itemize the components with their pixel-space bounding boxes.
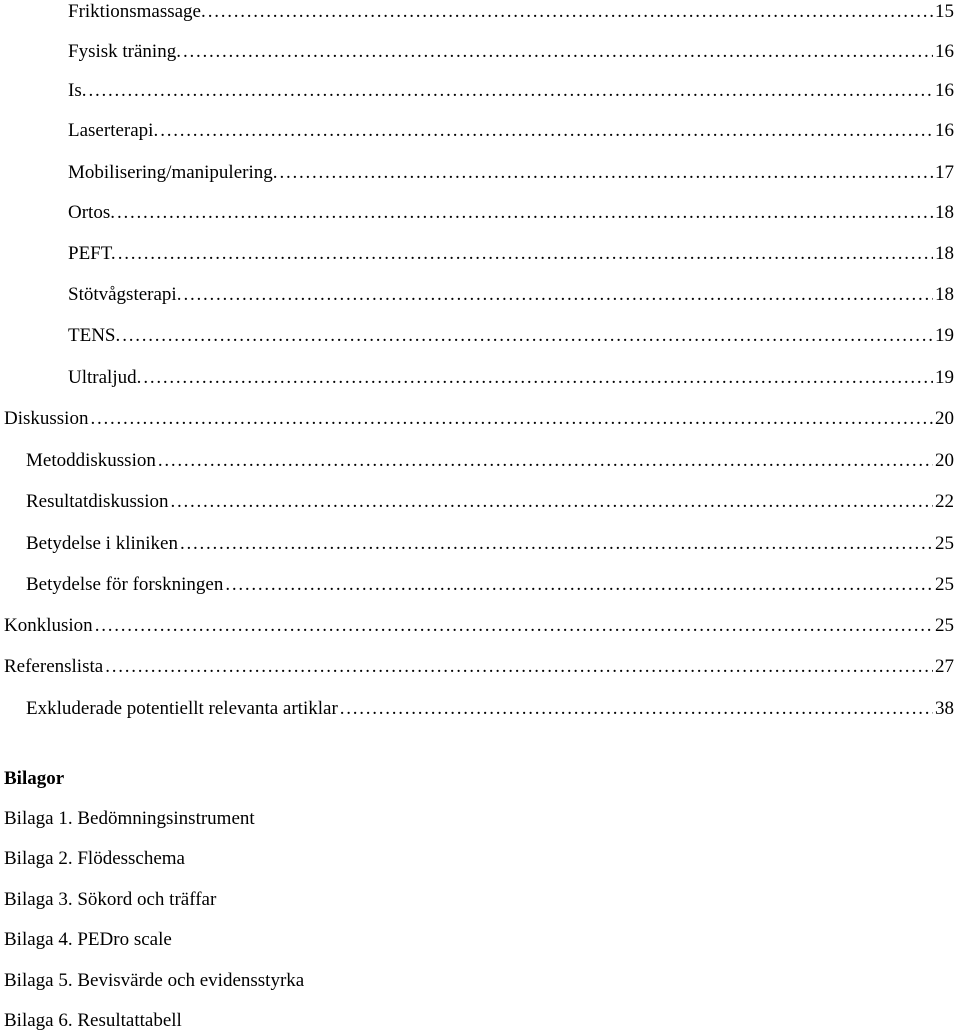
toc-page-number: 25 [935,533,954,554]
toc-entry[interactable] [68,0,960,27]
toc-entry[interactable] [4,652,960,682]
toc-page-number: 18 [935,284,954,305]
toc-entry[interactable] [4,611,960,641]
toc-dot-leader [160,116,933,146]
bilaga-item: Bilaga 2. Flödesschema [4,848,185,869]
toc-label: Ultraljud. [68,367,142,388]
toc-page-number: 16 [935,41,954,62]
toc-label: PEFT. [68,243,116,264]
toc-entry[interactable] [68,37,960,67]
toc-dot-leader [95,611,933,641]
toc-page-number: 18 [935,202,954,223]
toc-entry[interactable] [68,198,960,228]
toc-page-number: 19 [935,367,954,388]
bilaga-item: Bilaga 1. Bedömningsinstrument [4,808,255,829]
toc-dot-leader [88,76,933,106]
toc-page-number: 17 [935,162,954,183]
toc-label: Stötvågsterapi. [68,284,182,305]
toc-page-number: 16 [935,80,954,101]
toc-entry[interactable] [68,321,960,351]
toc-dot-leader [143,363,933,393]
toc-dot-leader [225,570,933,600]
toc-entry[interactable] [68,239,960,269]
toc-page-number: 38 [935,698,954,719]
toc-dot-leader [180,529,933,559]
toc-label: Friktionsmassage. [68,1,206,22]
toc-label: Exkluderade potentiellt relevanta artiklar [26,698,338,719]
toc-dot-leader [105,652,933,682]
toc-label: TENS. [68,325,121,346]
toc-label: Mobilisering/manipulering. [68,162,278,183]
toc-page-number: 19 [935,325,954,346]
toc-page-number: 22 [935,491,954,512]
bilaga-item: Bilaga 6. Resultattabell [4,1010,182,1031]
toc-label: Referenslista [4,656,104,677]
toc-label: Is. [68,80,87,101]
toc-dot-leader [183,37,933,67]
toc-entry[interactable] [68,116,960,146]
toc-dot-leader [171,487,933,517]
toc-label: Betydelse för forskningen [26,574,224,595]
toc-label: Betydelse i kliniken [26,533,178,554]
toc-page-number: 20 [935,450,954,471]
toc-label: Resultatdiskussion [26,491,169,512]
toc-label: Laserterapi. [68,120,159,141]
toc-label: Konklusion [4,615,93,636]
toc-label: Metoddiskussion [26,450,156,471]
toc-page-number: 15 [935,1,954,22]
toc-dot-leader [208,0,933,27]
bilaga-item: Bilaga 5. Bevisvärde och evidensstyrka [4,970,305,991]
bilagor-heading: Bilagor [4,768,65,789]
toc-dot-leader [158,446,933,476]
toc-entry[interactable] [68,363,960,393]
toc-entry[interactable] [26,529,960,559]
toc-entry[interactable] [26,446,960,476]
toc-page-number: 25 [935,574,954,595]
toc-dot-leader [117,198,933,228]
toc-entry[interactable] [26,487,960,517]
toc-label: Ortos. [68,202,115,223]
toc-dot-leader [122,321,933,351]
bilaga-item: Bilaga 3. Sökord och träffar [4,889,217,910]
toc-page-number: 27 [935,656,954,677]
toc-dot-leader [90,404,933,434]
toc-entry[interactable] [26,570,960,600]
toc-entry[interactable] [26,694,960,724]
toc-page-number: 20 [935,408,954,429]
toc-entry[interactable] [68,280,960,310]
bilaga-item: Bilaga 4. PEDro scale [4,929,172,950]
toc-dot-leader [340,694,933,724]
toc-dot-leader [280,158,933,188]
toc-page-number: 25 [935,615,954,636]
toc-entry[interactable] [68,158,960,188]
toc-page-number: 16 [935,120,954,141]
toc-label: Diskussion [4,408,89,429]
toc-entry[interactable] [68,76,960,106]
toc-page-number: 18 [935,243,954,264]
toc-dot-leader [183,280,933,310]
toc-entry[interactable] [4,404,960,434]
toc-dot-leader [118,239,933,269]
toc-label: Fysisk träning. [68,41,181,62]
